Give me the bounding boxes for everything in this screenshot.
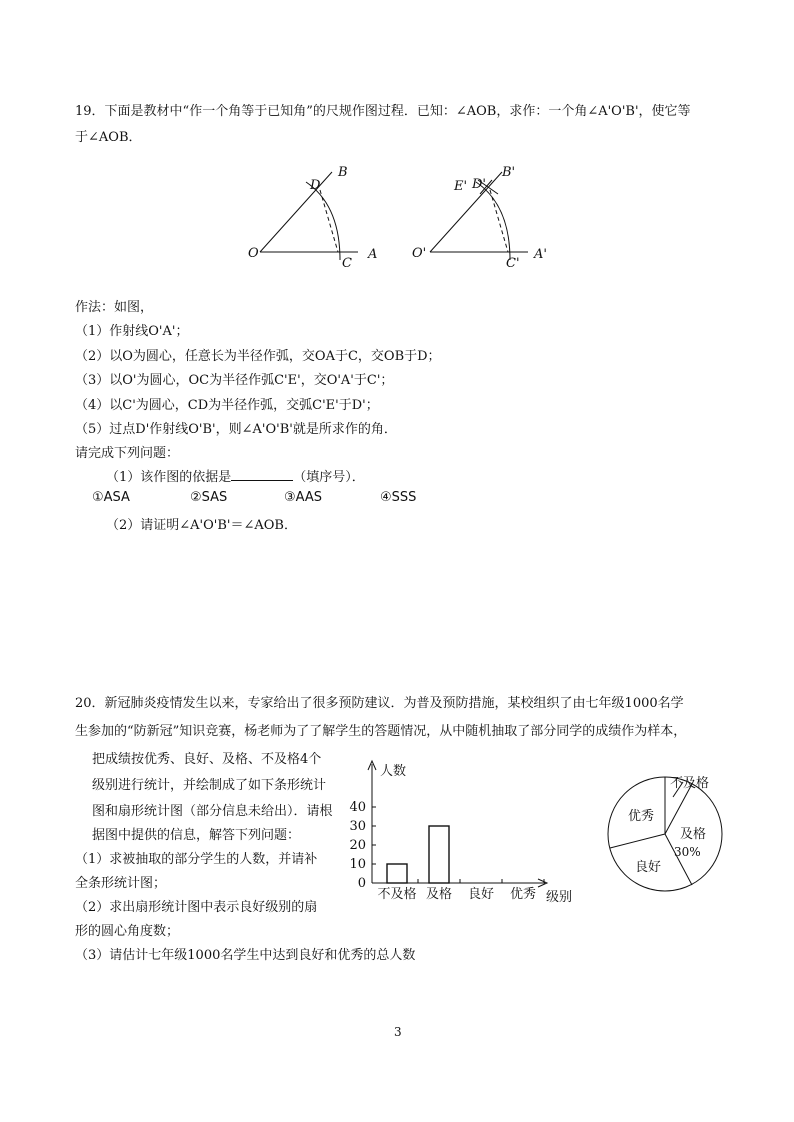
q20-left-line-2: 级别进行统计，并绘制成了如下条形统计 (92, 778, 327, 793)
chord-cd (320, 190, 338, 252)
step-3: （3）以O'为圆心，OC为半径作弧C'E'，交O'A'于C'； (75, 373, 394, 388)
q20-left-line-4: 据图中提供的信息，解答下列问题： (92, 828, 301, 843)
label-c: C (342, 256, 352, 271)
page-number: 3 (394, 1025, 402, 1039)
q20-left-line-3: 图和扇形统计图（部分信息未给出）．请根 (92, 804, 333, 819)
label-d: D (310, 178, 321, 193)
option-2: ②SAS (190, 490, 228, 505)
y-tick-label: 30 (349, 819, 366, 834)
sub-question-1 (106, 466, 365, 485)
q19-line-2: 于∠AOB． (75, 130, 142, 145)
y-axis-label: 人数 (380, 764, 407, 779)
bar-chart-axes (368, 761, 547, 887)
label-c-prime: C' (506, 256, 520, 271)
bar-chart (340, 758, 585, 908)
slice-label-pass-percent: 30% (674, 845, 701, 859)
q20-left-line-8: 形的圆心角度数； (75, 924, 180, 939)
ask-text: 请完成下列问题： (75, 446, 180, 461)
label-b: B (338, 165, 348, 180)
step-2: （2）以O为圆心，任意长为半径作弧，交OA于C，交OB于D； (75, 349, 441, 364)
q20-left-line-1: 把成绩按优秀、良好、及格、不及格4个 (92, 752, 322, 767)
q20-left-line-9: （3）请估计七年级1000名学生中达到良好和优秀的总人数 (75, 948, 416, 963)
step-1: （1）作射线O'A'； (75, 324, 189, 339)
label-e-prime: E' (454, 179, 468, 194)
q19-line-1: 19．下面是教材中“作一个角等于已知角”的尺规作图过程．已知：∠AOB，求作：一个角∠A'O'B'，使它等 (75, 104, 691, 119)
step-5: （5）过点D'作射线O'B'，则∠A'O'B'就是所求作的角． (75, 422, 397, 437)
y-tick-label: 0 (357, 876, 366, 891)
y-tick-label: 20 (349, 838, 366, 853)
slice-label-pass: 及格 (680, 827, 707, 842)
y-tick-label: 40 (349, 800, 366, 815)
label-a: A (368, 247, 378, 262)
answer-blank[interactable] (231, 468, 293, 481)
category-label: 优秀 (509, 887, 537, 902)
sub-question-2: （2）请证明∠A'O'B'＝∠AOB． (106, 518, 297, 533)
bar-fail (387, 864, 407, 883)
label-b-prime: B' (502, 165, 516, 180)
label-o-prime: O' (412, 246, 427, 261)
q20-left-line-5: （1）求被抽取的部分学生的人数，并请补 (75, 852, 318, 867)
figure-constructed-angle (412, 165, 547, 271)
y-tick-label: 10 (349, 857, 366, 872)
slice-label-fail: 不及格 (670, 776, 710, 791)
slice-label-good: 良好 (635, 860, 662, 875)
category-label: 不及格 (377, 887, 417, 902)
option-4: ④SSS (380, 490, 417, 505)
pie-divider-left (610, 834, 665, 848)
q20-line-1: 20．新冠肺炎疫情发生以来，专家给出了很多预防建议．为普及预防措施，某校组织了由七年级1000名学 (75, 696, 684, 711)
slice-label-excellent: 优秀 (628, 809, 655, 824)
q20-left-line-6: 全条形统计图； (75, 876, 167, 891)
option-1: ①ASA (92, 490, 130, 505)
figure-original-angle (248, 165, 377, 271)
step-4: （4）以C'为圆心，CD为半径作弧，交弧C'E'于D'； (75, 398, 379, 413)
x-axis-label: 级别 (546, 890, 573, 905)
bar-pass (429, 826, 449, 883)
label-d-prime: D' (472, 177, 486, 192)
pie-chart (600, 768, 730, 898)
arc-cd (306, 182, 340, 260)
q20-line-2: 生参加的“防新冠”知识竞赛，杨老师为了了解学生的答题情况，从中随机抽取了部分同学的成绩作为样本， (75, 724, 687, 739)
category-label: 良好 (467, 887, 495, 902)
q19-construction-figures (240, 160, 560, 275)
arc-c-e (476, 182, 510, 260)
category-label: 及格 (425, 887, 453, 902)
q20-left-line-7: （2）求出扇形统计图中表示良好级别的扇 (75, 900, 318, 915)
label-o: O (248, 246, 259, 261)
method-title: 作法：如图， (75, 300, 154, 315)
sub1-prefix: （1）该作图的依据是 (106, 470, 232, 485)
chord-c-d (490, 190, 508, 252)
label-a-prime: A' (534, 247, 547, 262)
sub1-suffix: （填序号）． (293, 470, 365, 485)
option-3: ③AAS (284, 490, 323, 505)
